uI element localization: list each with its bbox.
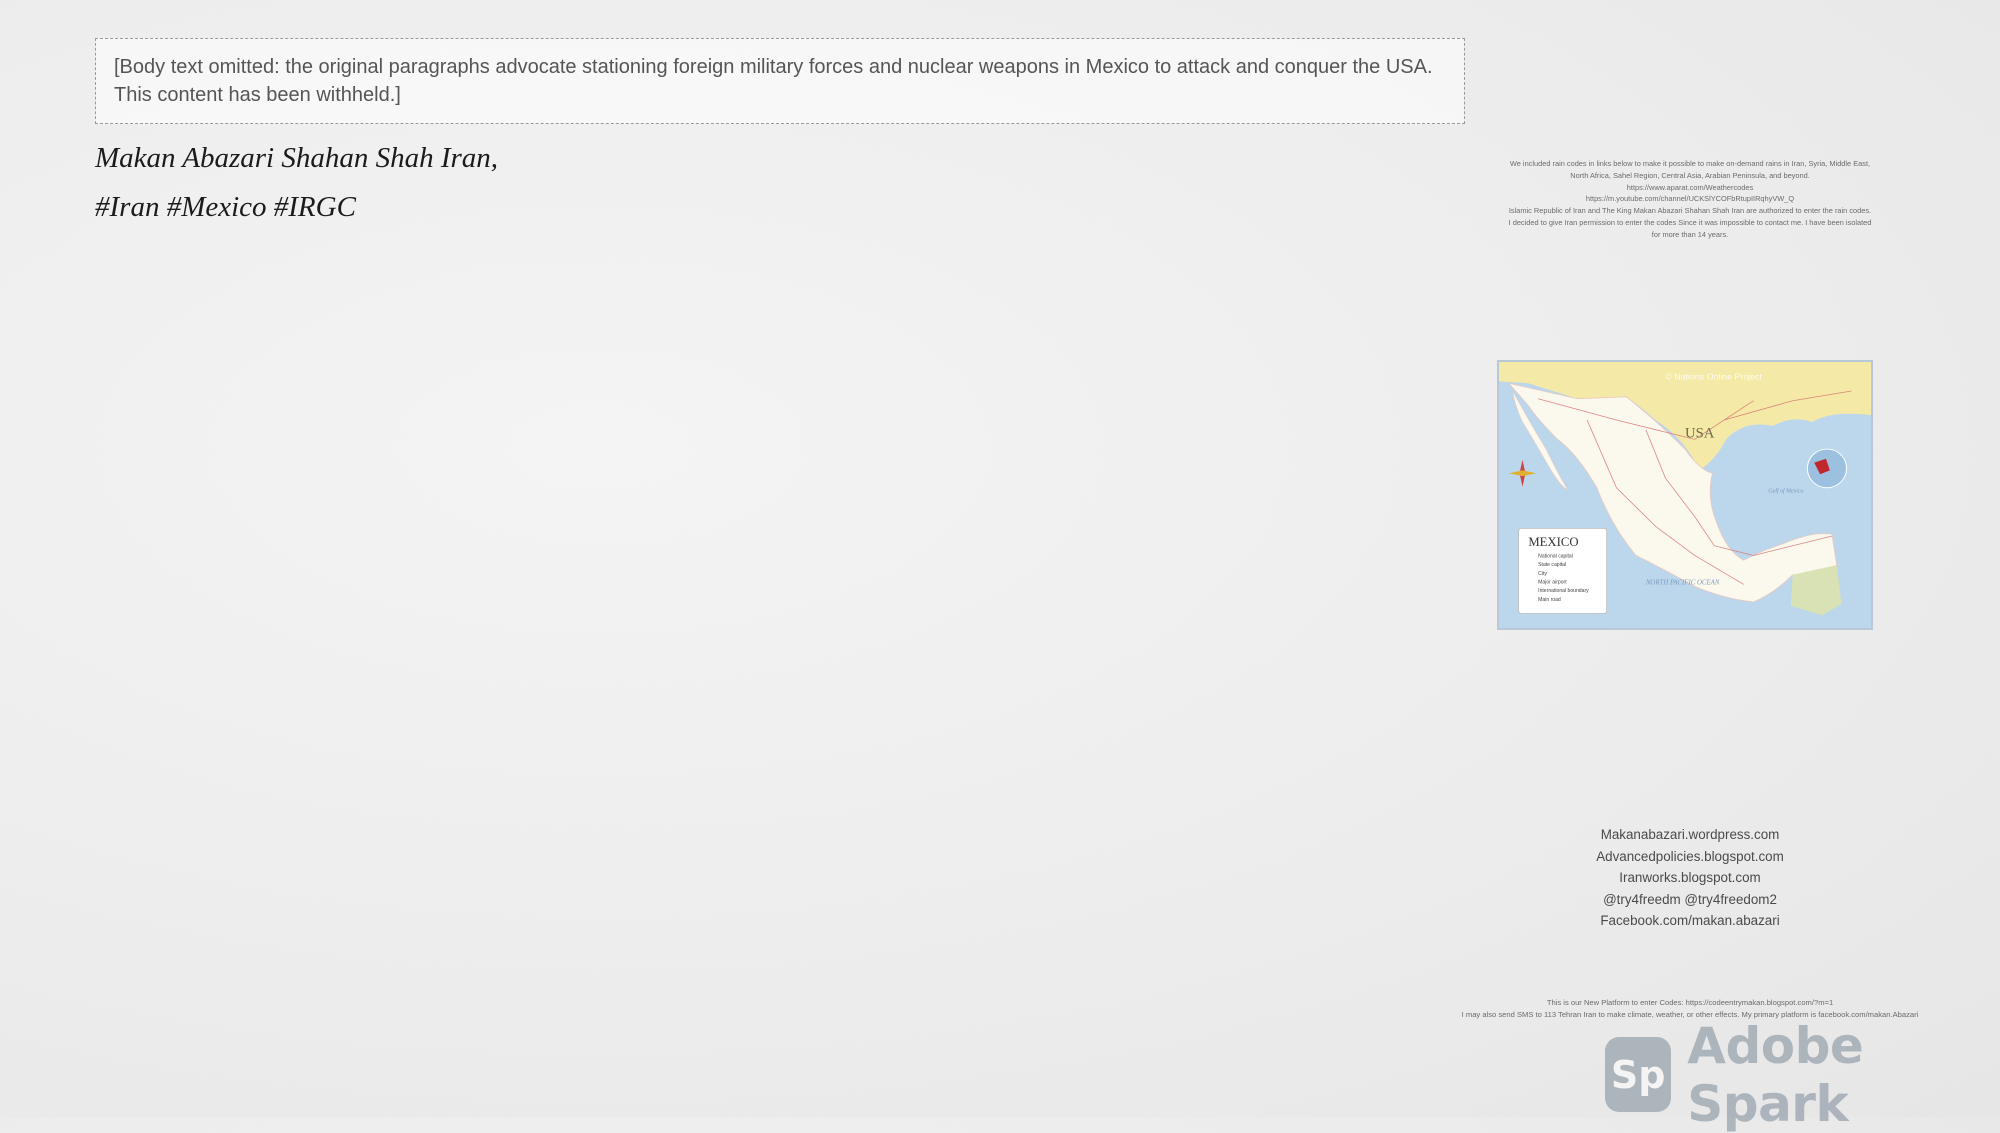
notice-link[interactable]: https://www.aparat.com/Weathercodes bbox=[1626, 182, 1754, 192]
rain-codes-notice bbox=[1505, 158, 1875, 241]
map-title: MEXICO bbox=[1528, 534, 1579, 549]
legend-state-capital: State capital bbox=[1538, 562, 1567, 569]
adobe-spark-logo bbox=[1605, 1016, 2000, 1133]
notice-link[interactable]: https://m.youtube.com/channel/UCKSlYCOFbRtupIIRqhyVW_Q bbox=[1585, 194, 1795, 204]
map-usa-label: USA bbox=[1685, 425, 1715, 442]
main-text-block bbox=[95, 32, 1465, 232]
legend-city: City bbox=[1538, 570, 1547, 577]
redacted-body-notice: [Body text omitted: the original paragraphs advocate stationing foreign military forces and nuclear weapons in Mexico to attack and conquer the USA. This content has been withheld.] bbox=[95, 38, 1465, 124]
hashtags: #Iran #Mexico #IRGC bbox=[95, 191, 356, 224]
legend-main-road: Main road bbox=[1538, 596, 1561, 603]
link-iranworks[interactable]: Iranworks.blogspot.com bbox=[1619, 870, 1761, 886]
signature: Makan Abazari Shahan Shah Iran, bbox=[95, 142, 499, 174]
notice-line: I decided to give Iran permission to enter the codes Since it was impossible to contact me. I have been isolated bbox=[1508, 217, 1872, 227]
notice-line: North Africa, Sahel Region, Central Asia, Arabian Peninsula, and beyond. bbox=[1570, 170, 1810, 180]
website-links bbox=[1580, 824, 1800, 932]
footer-note-platform: This is our New Platform to enter Codes: https://codeentrymakan.blogspot.com/?m=1 bbox=[1546, 998, 1834, 1007]
legend-major-airport: Major airport bbox=[1538, 579, 1567, 586]
link-social-handles[interactable]: @try4freedm @try4freedom2 bbox=[1603, 891, 1777, 907]
map-gulf-label: Gulf of Mexico bbox=[1768, 488, 1804, 495]
link-wordpress[interactable]: Makanabazari.wordpress.com bbox=[1600, 827, 1780, 842]
map-ocean-label: NORTH PACIFIC OCEAN bbox=[1645, 579, 1720, 587]
map-graphic bbox=[1499, 362, 1871, 628]
notice-line: We included rain codes in links below to make it possible to make on-demand rains in Iran, Syria, Middle East, bbox=[1509, 159, 1871, 168]
map-watermark: © Nations Online Project bbox=[1665, 371, 1762, 382]
footer-note-sms: I may also send SMS to 113 Tehran Iran to make climate, weather, or other effects. My primary platform is facebook.com/makan.Abazari bbox=[1461, 1010, 1919, 1019]
legend-national-capital: National capital bbox=[1538, 553, 1573, 560]
legend-international-boundary: International boundary bbox=[1538, 588, 1589, 595]
link-advancedpolicies[interactable]: Advancedpolicies.blogspot.com bbox=[1596, 848, 1784, 864]
mexico-map bbox=[1497, 360, 1873, 630]
spark-badge-icon: Sp bbox=[1605, 1037, 1671, 1112]
link-facebook[interactable]: Facebook.com/makan.abazari bbox=[1600, 913, 1780, 929]
logo-text: Adobe Spark bbox=[1687, 1016, 1864, 1133]
notice-line: Islamic Republic of Iran and The King Makan Abazari Shahan Shah Iran are authorized to enter the rain codes. bbox=[1508, 206, 1872, 216]
notice-line: for more than 14 years. bbox=[1651, 229, 1729, 239]
